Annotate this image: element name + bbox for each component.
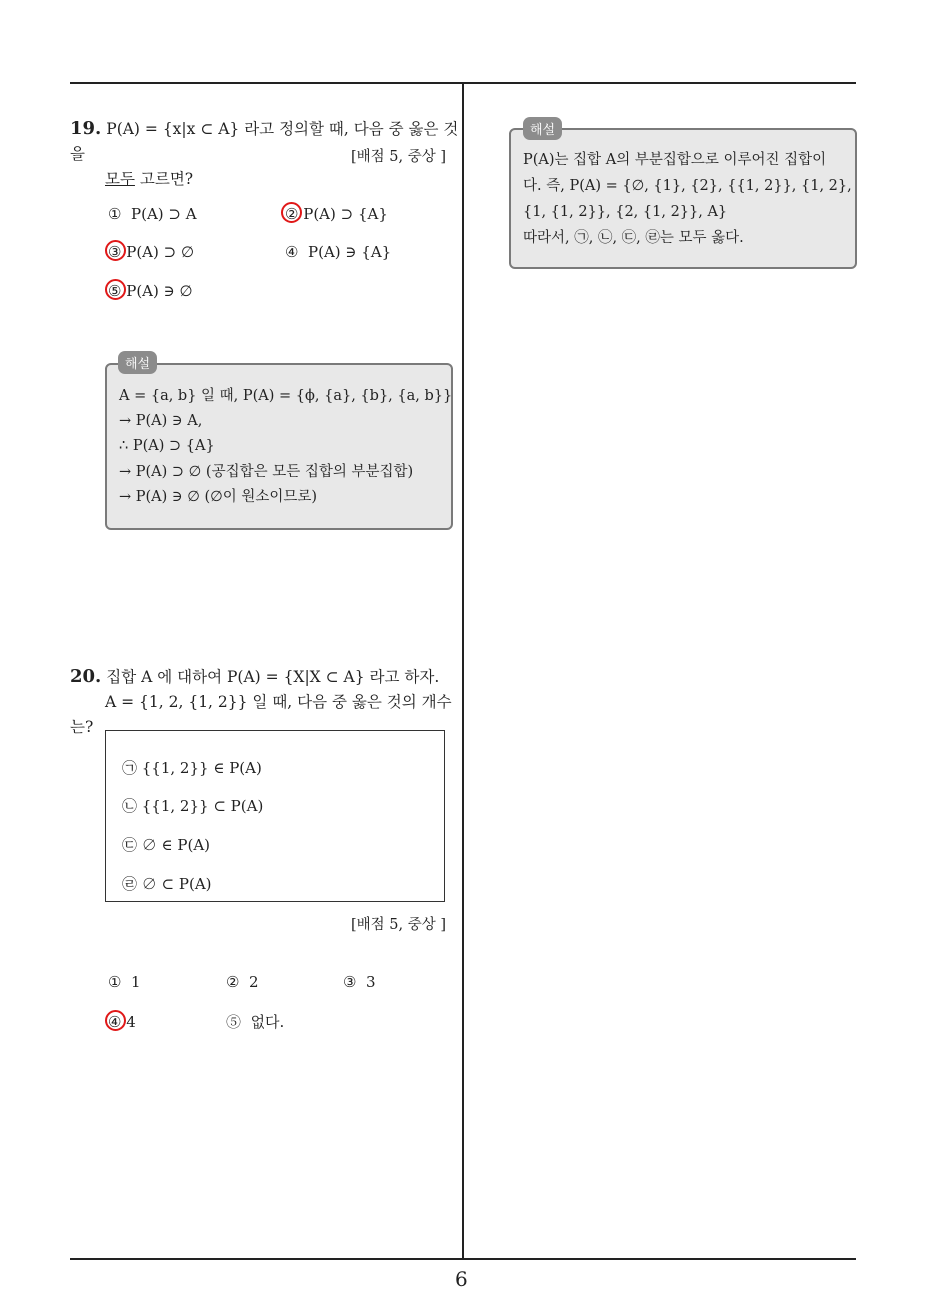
answer-mark-circle (105, 1010, 126, 1031)
option-number: ② (285, 205, 299, 223)
option-text: 1 (131, 973, 141, 991)
option-number: ③ (343, 973, 357, 991)
q20-option-3[interactable] (343, 972, 376, 992)
q19-solution-box (105, 363, 453, 530)
q20-option-1[interactable] (108, 972, 141, 992)
statement-item: ㉣ ∅ ⊂ P(A) (122, 875, 212, 893)
solution-line: 다. 즉, P(A) = {∅, {1}, {2}, {{1, 2}}, {1, 2}, (523, 178, 852, 194)
option-text: P(A) ∋ {A} (308, 243, 392, 261)
q19-option-1[interactable] (108, 204, 197, 224)
solution-line: P(A)는 집합 A의 부분집합으로 이루어진 집합이 (523, 152, 827, 168)
option-number: ① (108, 205, 122, 223)
option-text: 없다. (250, 1013, 285, 1031)
option-number: ⑤ (226, 1013, 242, 1031)
answer-mark-circle (281, 202, 302, 223)
q19-underline-word: 모두 (105, 170, 135, 188)
option-number: ② (226, 973, 240, 991)
q19-solution-tag: 해설 (118, 351, 157, 374)
statement-item: ㉢ ∅ ∈ P(A) (122, 836, 211, 854)
option-text: P(A) ⊃ ∅ (126, 243, 195, 261)
q19-score: [배점 5, 중상 ] (351, 149, 447, 165)
solution-line: {1, {1, 2}}, {2, {1, 2}}, A} (523, 204, 728, 220)
answer-mark-circle (105, 240, 126, 261)
statement-item: ㉡ {{1, 2}} ⊂ P(A) (122, 797, 264, 815)
q20-score: [배점 5, 중상 ] (351, 917, 447, 933)
solution-line: A = {a, b} 일 때, P(A) = {ϕ, {a}, {b}, {a, b}} (119, 388, 453, 404)
statement-item: ㉠ {{1, 2}} ∈ P(A) (122, 759, 262, 777)
option-number: ⑤ (108, 282, 122, 300)
option-number: ④ (108, 1013, 122, 1031)
q20-solution-tag: 해설 (523, 117, 562, 140)
q20-statement-box (105, 730, 445, 902)
q19-text-line2: 고르면? (134, 170, 194, 188)
page-number: 6 (455, 1267, 468, 1291)
q20-option-5[interactable] (226, 1012, 284, 1032)
option-text: P(A) ⊃ {A} (303, 205, 388, 223)
q19-text-line1: P(A) = {x|x ⊂ A} 라고 정의할 때, 다음 중 옳은 것을 (70, 120, 459, 163)
solution-line: → P(A) ∋ A, (119, 413, 203, 429)
option-text: 3 (366, 973, 376, 991)
option-text: P(A) ⊃ A (131, 205, 197, 223)
solution-line: → P(A) ∋ ∅ (∅이 원소이므로) (119, 489, 318, 505)
option-number: ① (108, 973, 122, 991)
option-text: 2 (249, 973, 259, 991)
q20-text-line1: 집합 A 에 대하여 P(A) = {X|X ⊂ A} 라고 하자. (106, 668, 440, 686)
option-number: ④ (285, 243, 299, 261)
answer-mark-circle (105, 279, 126, 300)
q19-option-4[interactable] (285, 242, 391, 262)
solution-line: ∴ P(A) ⊃ {A} (119, 438, 215, 454)
option-text: P(A) ∋ ∅ (126, 282, 193, 300)
option-number: ③ (108, 243, 122, 261)
q20-stem (70, 664, 460, 740)
bottom-rule (70, 1258, 856, 1260)
q19-number: 19. (70, 118, 102, 139)
q20-number: 20. (70, 666, 102, 687)
q20-text-line2: A = {1, 2, {1, 2}} 일 때, 다음 중 옳은 것의 개수는? (70, 693, 452, 736)
q20-solution-box (509, 128, 857, 269)
option-text: 4 (126, 1013, 136, 1031)
q20-option-2[interactable] (226, 972, 259, 992)
solution-line: → P(A) ⊃ ∅ (공집합은 모든 집합의 부분집합) (119, 464, 414, 480)
solution-line: 따라서, ㉠, ㉡, ㉢, ㉣는 모두 옳다. (523, 230, 744, 246)
column-divider (462, 83, 464, 1259)
